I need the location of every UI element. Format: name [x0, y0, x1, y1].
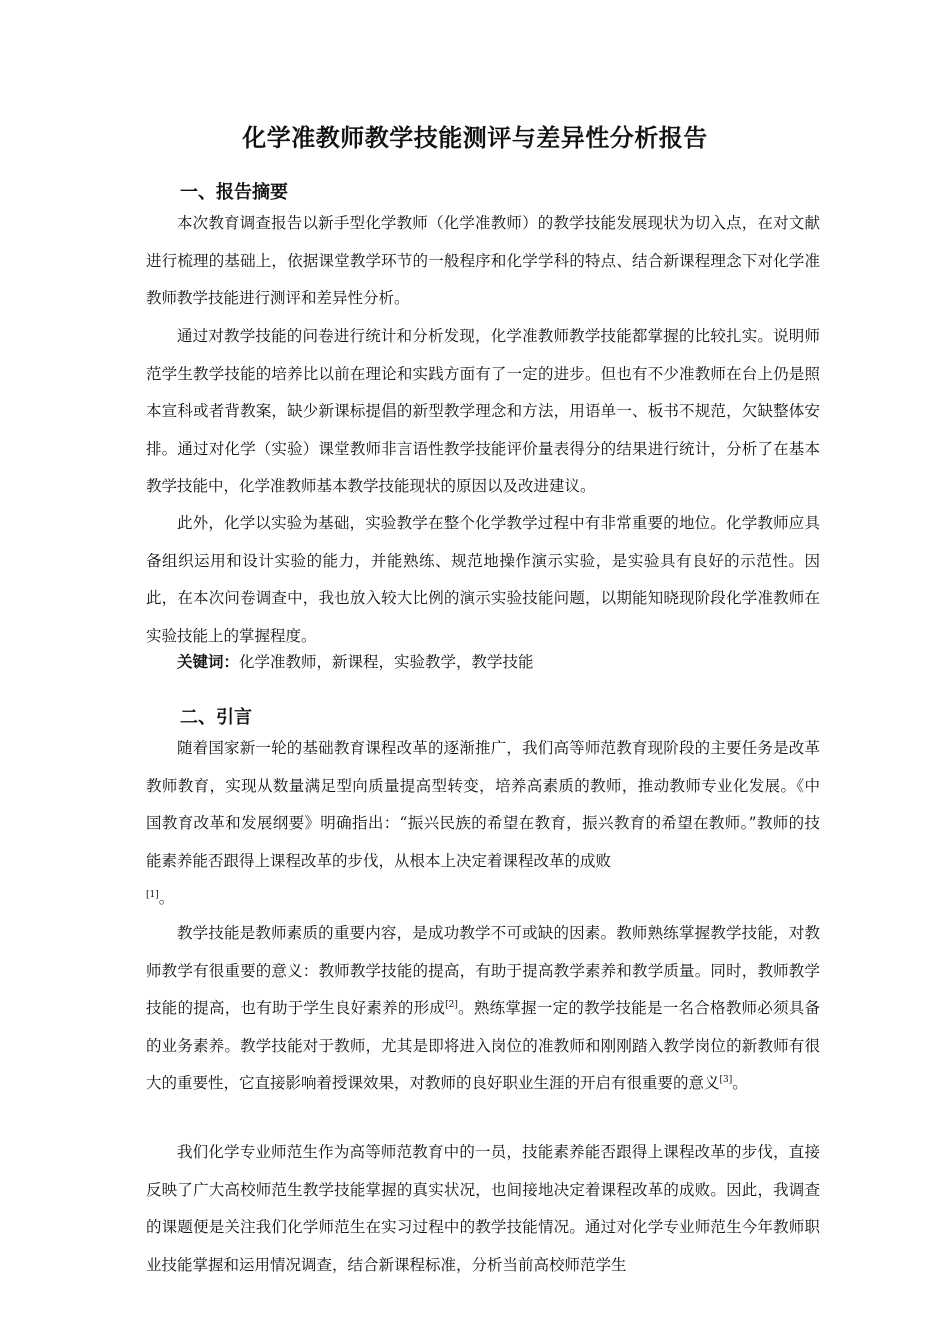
section-heading-abstract: 一、报告摘要 [180, 182, 288, 203]
intro-paragraph-end: 。 [158, 889, 175, 907]
intro-paragraph [146, 730, 820, 918]
intro-paragraph [146, 915, 820, 1103]
intro-paragraph: 我们化学专业师范生作为高等师范教育中的一员，技能素养能否跟得上课程改革的步伐，直接反映了广大高校师范生教学技能掌握的真实状况，也间接地决定着课程改革的成败。因此，我调查的课题便是关注我们化学师范生在实习过程中的教学技能情况。通过对化学专业师范生今年教师职业技能掌握和运用情况调查，结合新课程标准，分析当前高校师范学生 [146, 1143, 820, 1274]
keywords-text: 化学准教师，新课程，实验教学，教学技能 [239, 653, 534, 671]
abstract-paragraph: 此外，化学以实验为基础，实验教学在整个化学教学过程中有非常重要的地位。化学教师应具备组织运用和设计实验的能力，并能熟练、规范地操作演示实验，是实验具有良好的示范性。因此，在本次问卷调查中，我也放入较大比例的演示实验技能问题，以期能知晓现阶段化学准教师在实验技能上的掌握程度。 [146, 514, 820, 645]
keywords-line [146, 643, 820, 682]
citation-ref: [1] [146, 889, 159, 900]
intro-paragraph-text: 随着国家新一轮的基础教育课程改革的逐渐推广，我们高等师范教育现阶段的主要任务是改革教师教育，实现从数量满足型向质量提高型转变，培养高素质的教师，推动教师专业化发展。《中国教育改革和发展纲要》明确指出：“振兴民族的希望在教育，振兴教育的希望在教师。”教师的技能素养能否跟得上课程改革的步伐，从根本上决定着课程改革的成败 [146, 739, 820, 870]
document-title: 化学准教师教学技能测评与差异性分析报告 [242, 123, 708, 152]
keywords-label: 关键词： [177, 652, 240, 671]
citation-ref: [2] [445, 999, 458, 1010]
intro-paragraph-end: 。 [732, 1074, 748, 1092]
abstract-paragraph: 通过对教学技能的问卷进行统计和分析发现，化学准教师教学技能都掌握的比较扎实。说明师范学生教学技能的培养比以前在理论和实践方面有了一定的进步。但也有不少准教师在台上仍是照本宣科或者背教案，缺少新课标提倡的新型教学理念和方法，用语单一、板书不规范，欠缺整体安排。通过对化学（实验）课堂教师非言语性教学技能评价量表得分的结果进行统计，分析了在基本教学技能中，化学准教师基本教学技能现状的原因以及改进建议。 [146, 327, 820, 495]
intro-paragraph-text: 教学技能是教师素质的重要内容，是成功教学不可或缺的因素。教师熟练掌握教学技能，对教师教学有很重要的意义：教师教学技能的提高，有助于提高教学素养和教学质量。同时，教师教学技能的提高，也有助于学生良好素养的形成 [146, 924, 820, 1017]
intro-paragraph-text: 。熟练掌握一定的教学技能是一名合格教师必须具备的业务素养。教学技能对于教师，尤其是即将进入岗位的准教师和刚刚踏入教学岗位的新教师有很大的重要性，它直接影响着授课效果，对教师的良好职业生涯的开启有很重要的意义 [146, 999, 820, 1092]
citation-ref: [3] [719, 1074, 733, 1085]
abstract-paragraph: 本次教育调查报告以新手型化学教师（化学准教师）的教学技能发展现状为切入点，在对文献进行梳理的基础上，依据课堂教学环节的一般程序和化学学科的特点、结合新课程理念下对化学准教师教学技能进行测评和差异性分析。 [146, 214, 820, 307]
section-heading-introduction: 二、引言 [180, 707, 252, 728]
